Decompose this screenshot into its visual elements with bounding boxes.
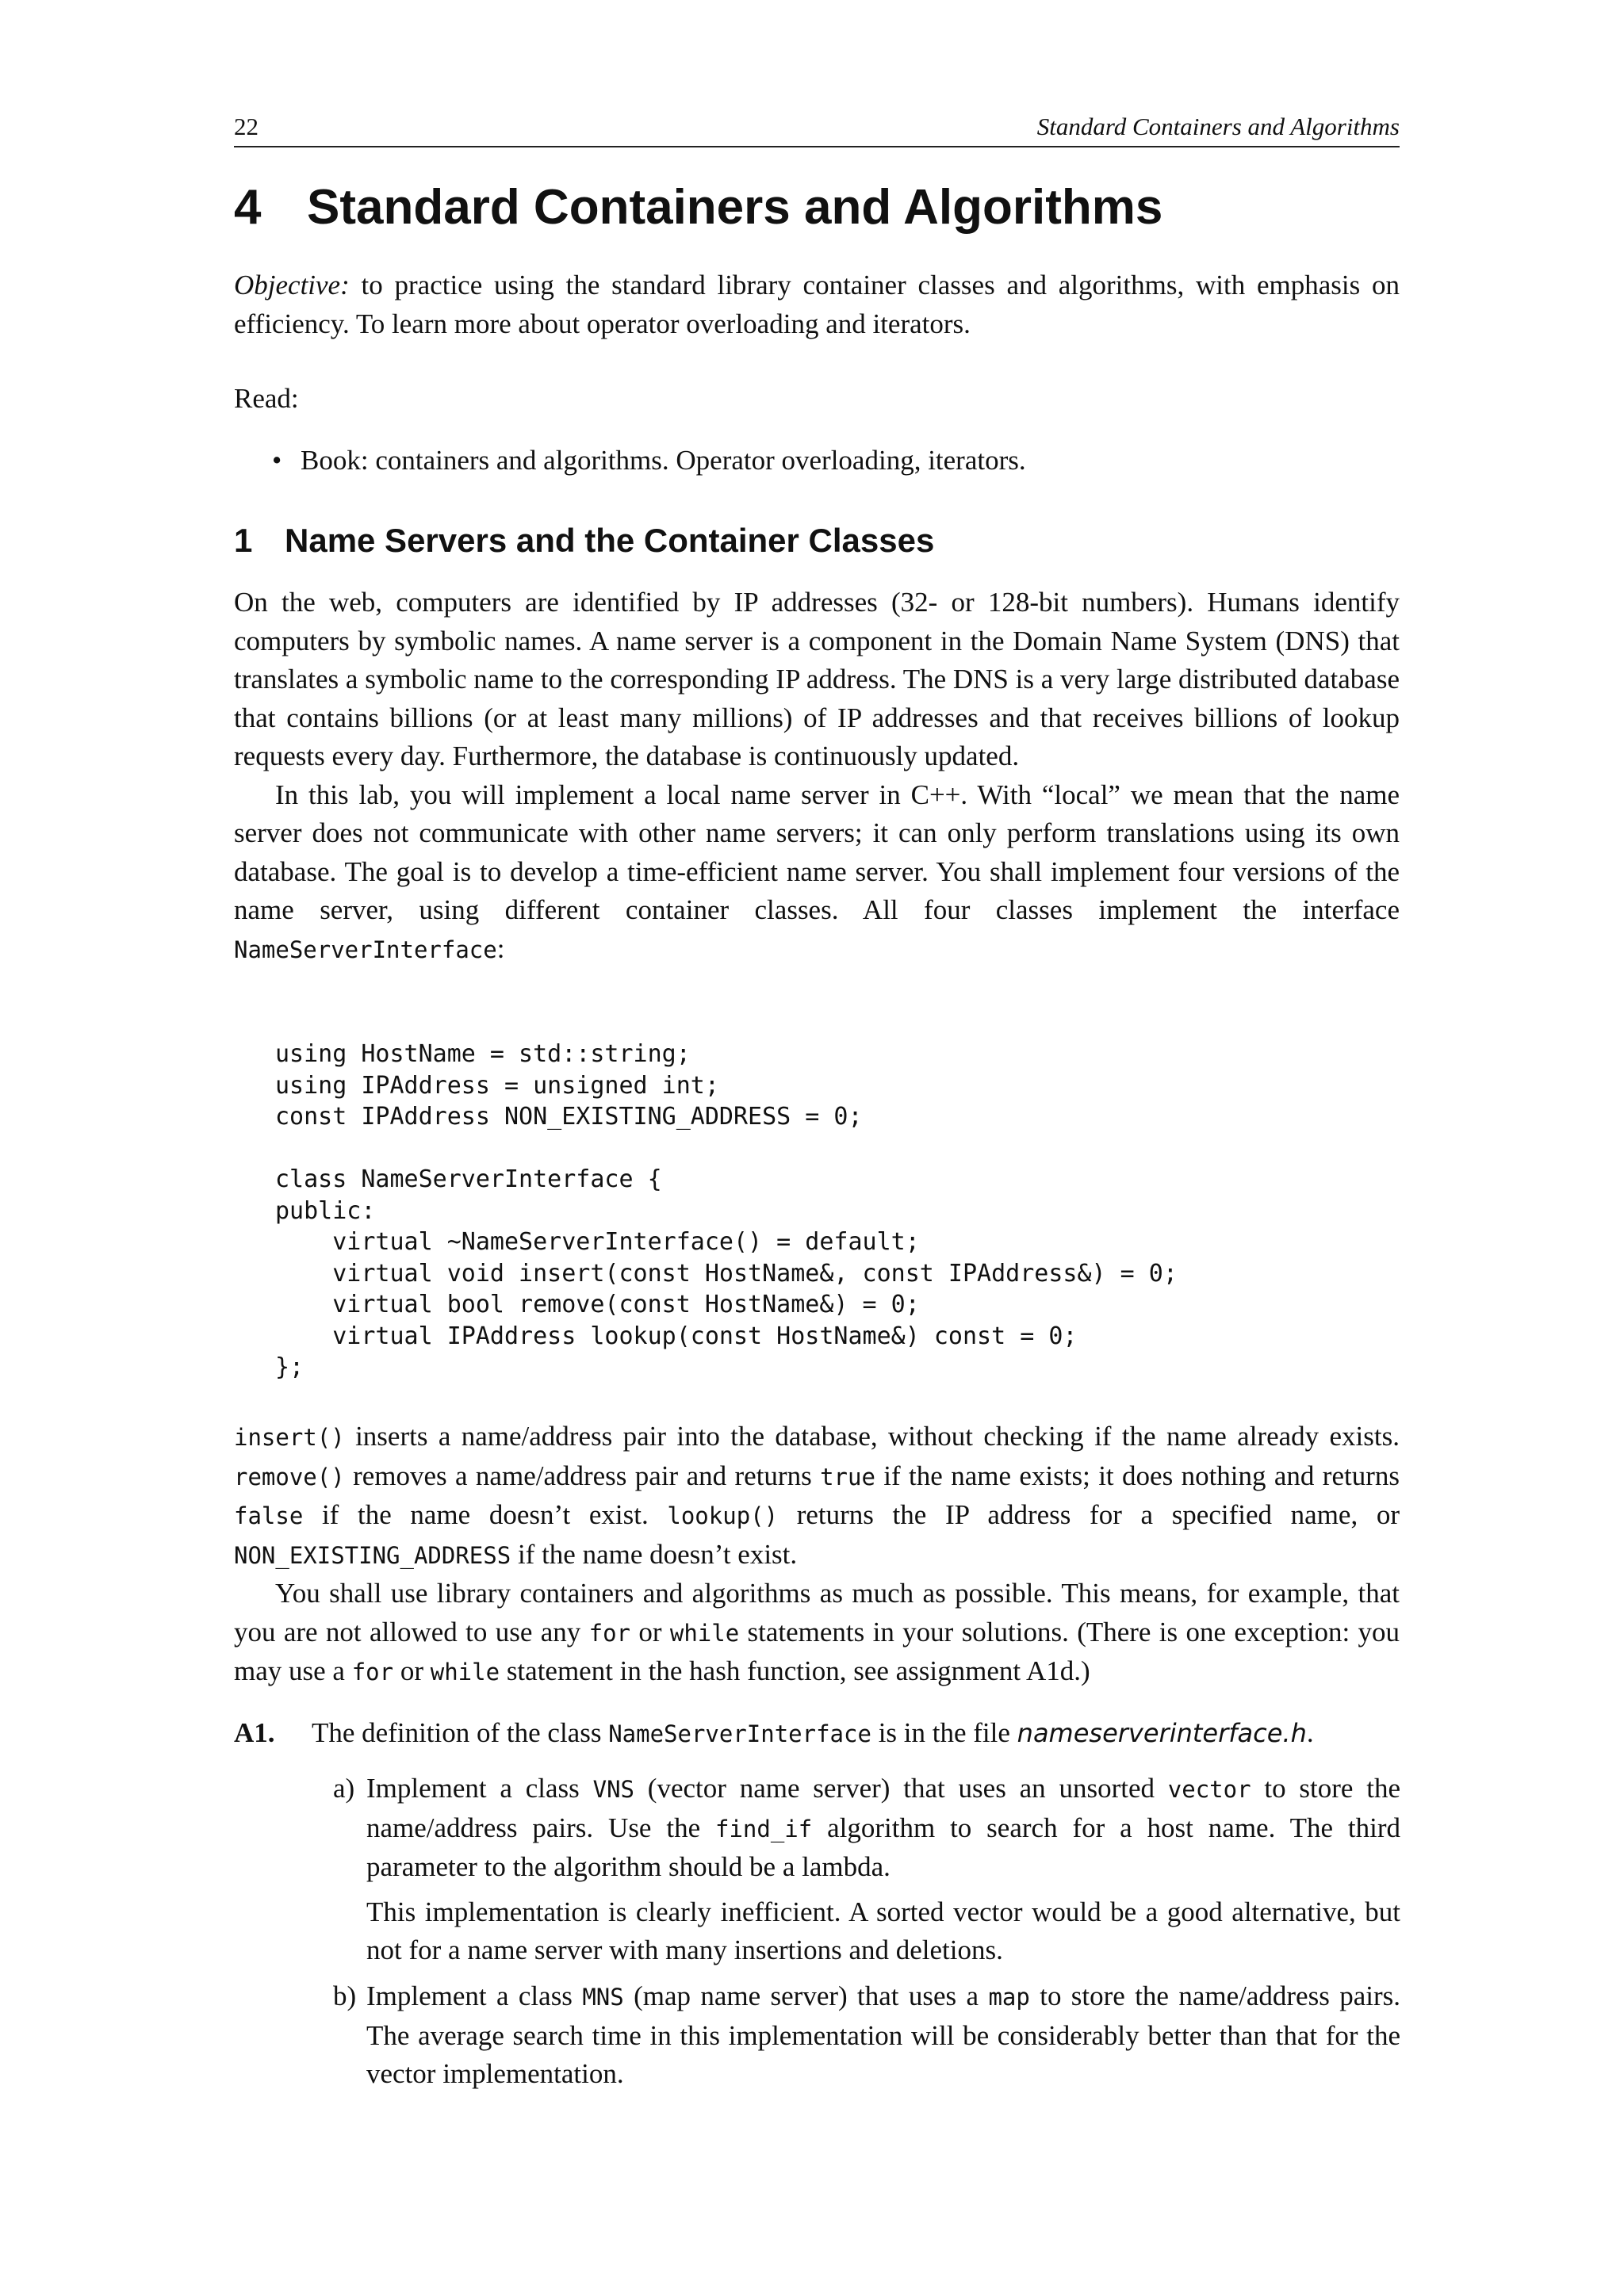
subtask-b-body [366,1977,1400,2094]
subtask-b [333,1977,1400,2094]
subtask-a-label: a) [333,1773,355,1804]
intro-p2-text: In this lab, you will implement a local name server in C++. With “local” we mean that the name server does not communicate with other name servers; it can only perform translations using its own database. The goal is to develop a time-efficient name server. You shall implement four versions of the name server, using different container classes. All four classes implement the interface [234,779,1400,925]
item-b-text-2: (map name server) that uses a [623,1980,989,2011]
method-description [234,1418,1400,1575]
subtask-b-label: b) [333,1980,357,2011]
running-header [234,111,1400,147]
item-a-text-2: (vector name server) that uses an unsorted [634,1773,1168,1804]
section-title-text: Name Servers and the Container Classes [285,522,935,559]
objective-label: Objective: [234,270,350,300]
assignment-label: A1. [234,1717,275,1748]
item-a-text-4: algorithm to search for a host name. The third parameter to the algorithm should be a lambda. [366,1812,1400,1882]
non-existing-address-code: NON_EXISTING_ADDRESS [234,1541,511,1569]
desc-text-1: inserts a name/address pair into the database, without checking if the name already exists. [344,1421,1400,1452]
item-b-text-1: Implement a class [366,1980,583,2011]
rules-text-2: or [630,1616,670,1647]
interface-class-code: NameServerInterface [608,1720,871,1747]
remove-code: remove() [234,1463,345,1490]
rules-text-1: You shall use library containers and algorithms as much as possible. This means, for example, that you are not allowed to use any [234,1578,1400,1647]
subtask-a-text [366,1770,1400,1887]
a1-text-1: The definition of the class [312,1717,609,1748]
objective-paragraph [234,266,1400,343]
section-number: 1 [234,522,253,559]
reading-bullet-text: Book: containers and algorithms. Operator overloading, iterators. [301,445,1026,476]
find-if-code: find_if [715,1815,813,1843]
chapter-title [234,179,1162,235]
reading-bullet [272,442,1398,480]
running-title: Standard Containers and Algorithms [1036,113,1400,140]
rules-paragraph [234,1575,1400,1692]
map-code: map [988,1984,1030,2011]
item-b-text-3: to store the name/address pairs. The average search time in this implementation will be considerably better than that for the vector implementation. [366,1980,1400,2089]
intro-p2-end: : [496,932,505,964]
intro-paragraph-2 [234,776,1400,970]
vector-code: vector [1167,1776,1251,1803]
a1-text-3: . [1306,1717,1314,1748]
item-a-text-3: to store the name/address pairs. Use the [366,1773,1400,1843]
page-number: 22 [234,113,259,140]
insert-code: insert() [234,1424,345,1451]
chapter-title-text: Standard Containers and Algorithms [307,180,1163,235]
intro-text [234,584,1400,969]
subtask-a-note: This implementation is clearly inefficient. A sorted vector would be a good alternative, but not for a name server with many insertions and deletions. [366,1896,1400,1965]
description-text [234,1418,1400,1692]
for-code: for [588,1619,630,1647]
item-a-text-1: Implement a class [366,1773,593,1804]
bullet-icon: • [272,445,282,476]
section-title [234,522,934,560]
desc-text-2: removes a name/address pair and returns [344,1460,821,1491]
desc-text-6: if the name doesn’t exist. [511,1538,798,1570]
assignment-text [312,1714,1314,1754]
while-code-2: while [430,1659,500,1686]
vns-code: VNS [592,1776,634,1803]
for-code-2: for [351,1659,394,1686]
interface-name-code: NameServerInterface [234,936,497,963]
intro-paragraph-1: On the web, computers are identified by IP addresses (32- or 128-bit numbers). Humans identify computers by symbolic names. A name server is a component in the Domain Name System (DNS) that translates a symbolic name to the corresponding IP address. The DNS is a very large distributed database that contains billions (or at least many millions) of IP addresses and that receives billions of lookup requests every day. Furthermore, the database is continuously updated. [234,587,1400,771]
rules-text-4: or [393,1655,431,1686]
true-code: true [820,1463,875,1490]
while-code: while [669,1619,740,1647]
desc-text-5: returns the IP address for a specified name, or [778,1499,1400,1530]
a1-text-2: is in the file [871,1717,1017,1748]
rules-text-3: statements in your solutions. (There is one exception: you may use a [234,1616,1400,1686]
read-label: Read: [234,383,299,414]
chapter-number: 4 [234,180,262,235]
subtask-b-text [366,1977,1400,2094]
code-listing: using HostName = std::string; using IPAddress = unsigned int; const IPAddress NON_EXISTING_ADDRESS = 0; class NameServerInterface { public: virtual ~NameServerInterface() = default; virtual void insert(const HostName&, const IPAddress&) = 0; virtual bool remove(const HostName&) = 0; virtual IPAddress lookup(const HostName&) const = 0; }; [275,1040,1178,1381]
desc-text-4: if the name doesn’t exist. [303,1499,668,1530]
lookup-code: lookup() [667,1502,779,1529]
subtask-a [333,1770,1400,1970]
desc-text-3: if the name exists; it does nothing and returns [875,1460,1400,1491]
mns-code: MNS [582,1984,624,2011]
subtask-a-body [366,1770,1400,1970]
header-file-name: nameserverinterface.h [1017,1718,1307,1748]
objective-text: to practice using the standard library container classes and algorithms, with emphasis on efficiency. To learn more about operator overloading and iterators. [234,270,1400,339]
false-code: false [234,1502,304,1529]
rules-text-5: statement in the hash function, see assignment A1d.) [500,1655,1090,1686]
